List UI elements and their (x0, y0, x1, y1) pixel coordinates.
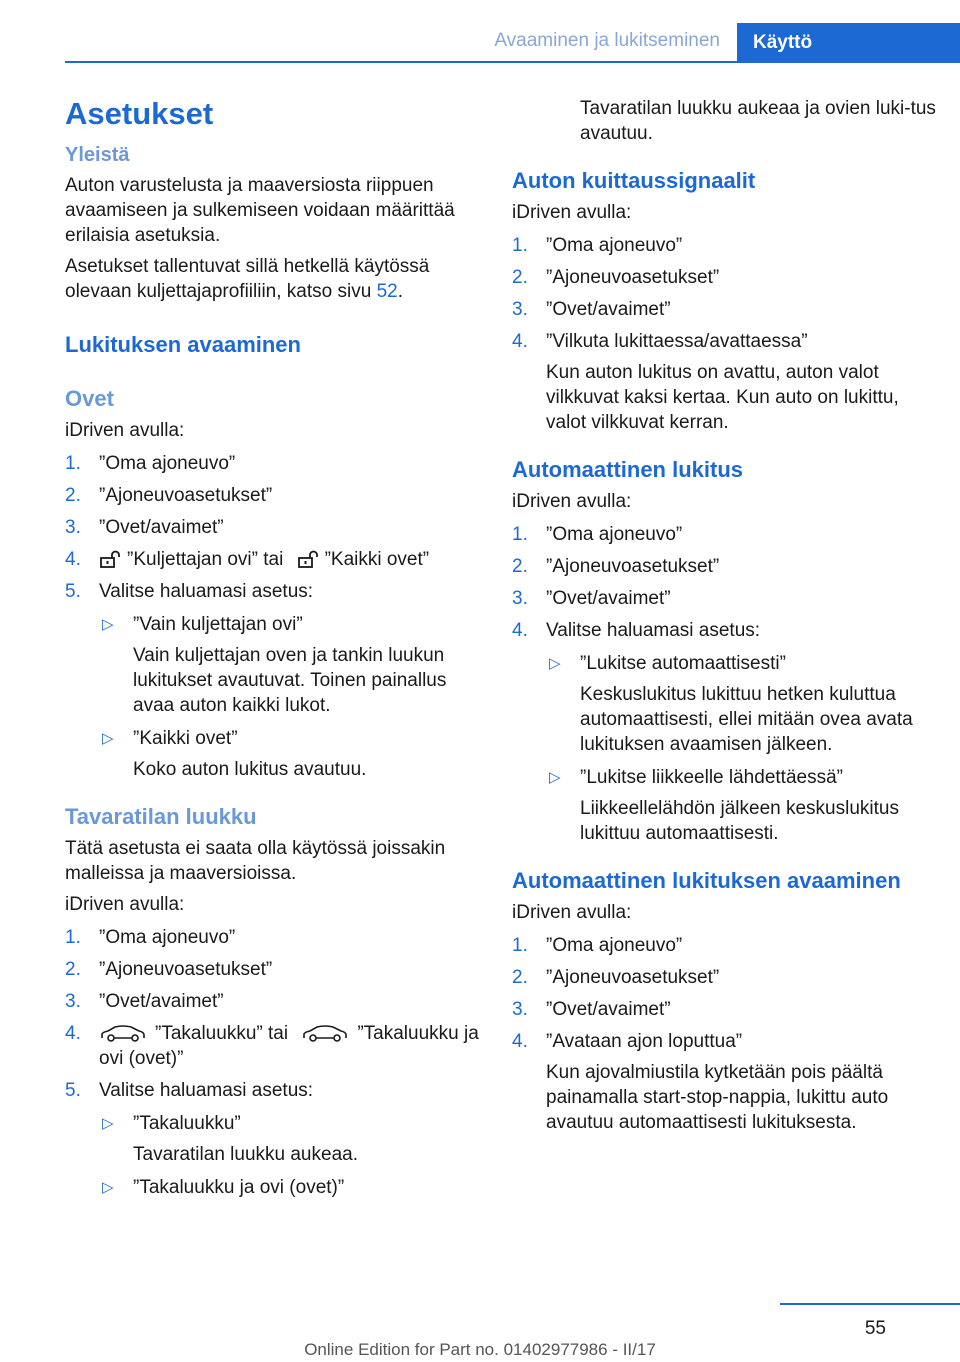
triangle-bullet-icon: ▷ (102, 616, 114, 633)
list-item (512, 265, 937, 290)
step-number: 3. (512, 588, 528, 609)
general-paragraph-2-text: Asetukset tallentuvat sillä hetkellä käytössä olevaan kuljettajaprofiiliin, katso sivu (65, 256, 430, 302)
list-item (65, 925, 485, 950)
step-description: Kun ajovalmiustila kytketään pois päältä painamalla start-stop-nappia, lukittu auto avautuu automaattisesti lukituksesta. (546, 1062, 889, 1133)
list-item (512, 329, 937, 435)
general-paragraph-2 (65, 254, 485, 304)
general-paragraph-2-end: . (397, 281, 403, 302)
step-number: 1. (65, 927, 81, 948)
step-text: ”Takaluukku ja ovi (ovet)” (99, 1023, 479, 1069)
list-item (65, 451, 485, 476)
triangle-bullet-icon: ▷ (102, 1179, 114, 1196)
section-heading-autolock: Automaattinen lukitus (512, 457, 744, 482)
header-rule (65, 61, 960, 63)
step-number: 1. (512, 235, 528, 256)
step-number: 1. (65, 453, 81, 474)
car-trunk-icon (99, 1023, 147, 1043)
doors-options (99, 612, 485, 782)
option-label: ”Lukitse automaattisesti” (580, 653, 786, 674)
list-item (65, 1078, 485, 1200)
list-item (512, 965, 937, 990)
trunk-options (99, 1111, 485, 1200)
step-text: ”Ovet/avaimet” (546, 999, 671, 1020)
doors-intro: iDriven avulla: (65, 420, 185, 441)
car-trunk-icon (301, 1023, 349, 1043)
option-label: ”Kaikki ovet” (133, 728, 238, 749)
step-number: 1. (512, 524, 528, 545)
list-item (512, 522, 937, 547)
subsection-heading-trunk: Tavaratilan luukku (65, 804, 257, 829)
list-item (512, 618, 937, 846)
step-text: ”Oma ajoneuvo” (546, 235, 683, 256)
step-number: 3. (65, 517, 81, 538)
right-column (512, 96, 937, 1142)
list-item (65, 579, 485, 782)
step-text: ”Oma ajoneuvo” (546, 935, 683, 956)
step-description: Kun auton lukitus on avattu, auton valot vilkkuvat kaksi kertaa. Kun auto on lukittu, valot vilkkuvat kerran. (546, 362, 899, 433)
list-item (512, 297, 937, 322)
triangle-bullet-icon: ▷ (102, 730, 114, 747)
doors-steps (65, 451, 485, 782)
option-description: Vain kuljettajan oven ja tankin luukun lukitukset avautuvat. Toinen painallus avaa auton kaikki lukot. (133, 645, 447, 716)
option-description: Liikkeellelähdön jälkeen keskuslukitus lukittuu automaattisesti. (580, 798, 899, 844)
step-text: ”Ajoneuvoasetukset” (99, 959, 273, 980)
step-number: 2. (512, 556, 528, 577)
triangle-bullet-icon: ▷ (102, 1115, 114, 1132)
page-link-52[interactable]: 52 (376, 281, 398, 302)
step-number: 3. (512, 999, 528, 1020)
page-header (0, 0, 960, 64)
step-text: ”Ovet/avaimet” (546, 588, 671, 609)
option-label: ”Lukitse liikkeelle lähdettäessä” (580, 767, 843, 788)
list-item (99, 726, 485, 782)
step-text: ”Ajoneuvoasetukset” (99, 485, 273, 506)
lock-open-icon (297, 550, 319, 568)
trunk-intro: iDriven avulla: (65, 894, 185, 915)
step-number: 3. (512, 299, 528, 320)
list-item (65, 957, 485, 982)
list-item (512, 997, 937, 1022)
step-number: 2. (512, 267, 528, 288)
option-label: ”Vain kuljettajan ovi” (133, 614, 303, 635)
step-text: Valitse haluamasi asetus: (99, 581, 314, 602)
option-label: ”Takaluukku” (133, 1113, 241, 1134)
page-title: Asetukset (65, 96, 214, 131)
step-text: Valitse haluamasi asetus: (99, 1080, 314, 1101)
list-item (512, 586, 937, 611)
step-text: ”Ajoneuvoasetukset” (546, 556, 720, 577)
autounlock-intro: iDriven avulla: (512, 902, 632, 923)
autolock-options (546, 651, 937, 846)
option-description: Tavaratilan luukku aukeaa. (133, 1144, 358, 1165)
option-label: ”Takaluukku ja ovi (ovet)” (133, 1177, 345, 1198)
page-number: 55 (864, 1318, 886, 1339)
step-number: 5. (65, 581, 81, 602)
step-text: ”Ovet/avaimet” (99, 517, 224, 538)
step-text: ”Ajoneuvoasetukset” (546, 967, 720, 988)
triangle-bullet-icon: ▷ (549, 769, 561, 786)
step-text: ”Ajoneuvoasetukset” (546, 267, 720, 288)
list-item (65, 547, 485, 572)
list-item (65, 1021, 485, 1071)
autounlock-steps (512, 933, 937, 1135)
step-text: ”Oma ajoneuvo” (546, 524, 683, 545)
option-description: Keskuslukitus lukittuu hetken kuluttua automaattisesti, ellei mitään ovea avata lukituksen avaamisen jälkeen. (580, 684, 913, 755)
section-heading-general: Yleistä (65, 144, 130, 166)
list-item (65, 515, 485, 540)
edition-watermark: Online Edition for Part no. 01402977986 - II/17 (304, 1340, 656, 1359)
trunk-steps (65, 925, 485, 1200)
step-text: ”Oma ajoneuvo” (99, 453, 236, 474)
list-item (546, 765, 937, 846)
lock-open-icon (99, 550, 121, 568)
step-text: ”Oma ajoneuvo” (99, 927, 236, 948)
signals-intro: iDriven avulla: (512, 202, 632, 223)
list-item (512, 554, 937, 579)
list-item (99, 1111, 485, 1167)
autolock-steps (512, 522, 937, 846)
section-heading-autounlock: Automaattinen lukituksen avaaminen (512, 868, 901, 893)
step-text: ”Takaluukku” tai (155, 1023, 289, 1044)
step-text: ”Avataan ajon loputtua” (546, 1031, 743, 1052)
step-number: 4. (65, 1023, 81, 1044)
step-number: 2. (65, 959, 81, 980)
list-item (546, 651, 937, 757)
section-heading-signals: Auton kuittaussignaalit (512, 168, 756, 193)
step-number: 4. (512, 620, 528, 641)
header-section-title: Avaaminen ja lukitseminen (494, 30, 720, 51)
step-text: ”Ovet/avaimet” (99, 991, 224, 1012)
step-text: ”Vilkuta lukittaessa/avattaessa” (546, 331, 808, 352)
step-number: 1. (512, 935, 528, 956)
step-number: 4. (65, 549, 81, 570)
triangle-bullet-icon: ▷ (549, 655, 561, 672)
step-number: 4. (512, 331, 528, 352)
step-number: 3. (65, 991, 81, 1012)
general-paragraph-1: Auton varustelusta ja maaversiosta riippuen avaamiseen ja sulkemiseen voidaan määrittää erilaisia asetuksia. (65, 175, 455, 246)
trunk-paragraph: Tätä asetusta ei saata olla käytössä joissakin malleissa ja maaversioissa. (65, 838, 446, 884)
autolock-intro: iDriven avulla: (512, 491, 632, 512)
section-heading-unlocking: Lukituksen avaaminen (65, 332, 301, 357)
list-item (512, 933, 937, 958)
list-item (65, 483, 485, 508)
header-chapter-tab: Käyttö (737, 23, 960, 61)
step-text: ”Kuljettajan ovi” tai (127, 549, 284, 570)
step-text: ”Kaikki ovet” (324, 549, 430, 570)
step-number: 4. (512, 1031, 528, 1052)
footer-rule (780, 1303, 960, 1305)
step-text: Valitse haluamasi asetus: (546, 620, 761, 641)
step-number: 2. (65, 485, 81, 506)
list-item (512, 1029, 937, 1135)
step-number: 5. (65, 1080, 81, 1101)
list-item (99, 612, 485, 718)
list-item (65, 989, 485, 1014)
option-description: Koko auton lukitus avautuu. (133, 759, 367, 780)
list-item (99, 1175, 485, 1200)
subsection-heading-doors: Ovet (65, 386, 114, 411)
step-number: 2. (512, 967, 528, 988)
signals-steps (512, 233, 937, 435)
trunk-option-2-description: Tavaratilan luukku aukeaa ja ovien luki-tus avautuu. (580, 98, 936, 144)
step-text: ”Ovet/avaimet” (546, 299, 671, 320)
list-item (512, 233, 937, 258)
left-column (65, 96, 485, 1208)
